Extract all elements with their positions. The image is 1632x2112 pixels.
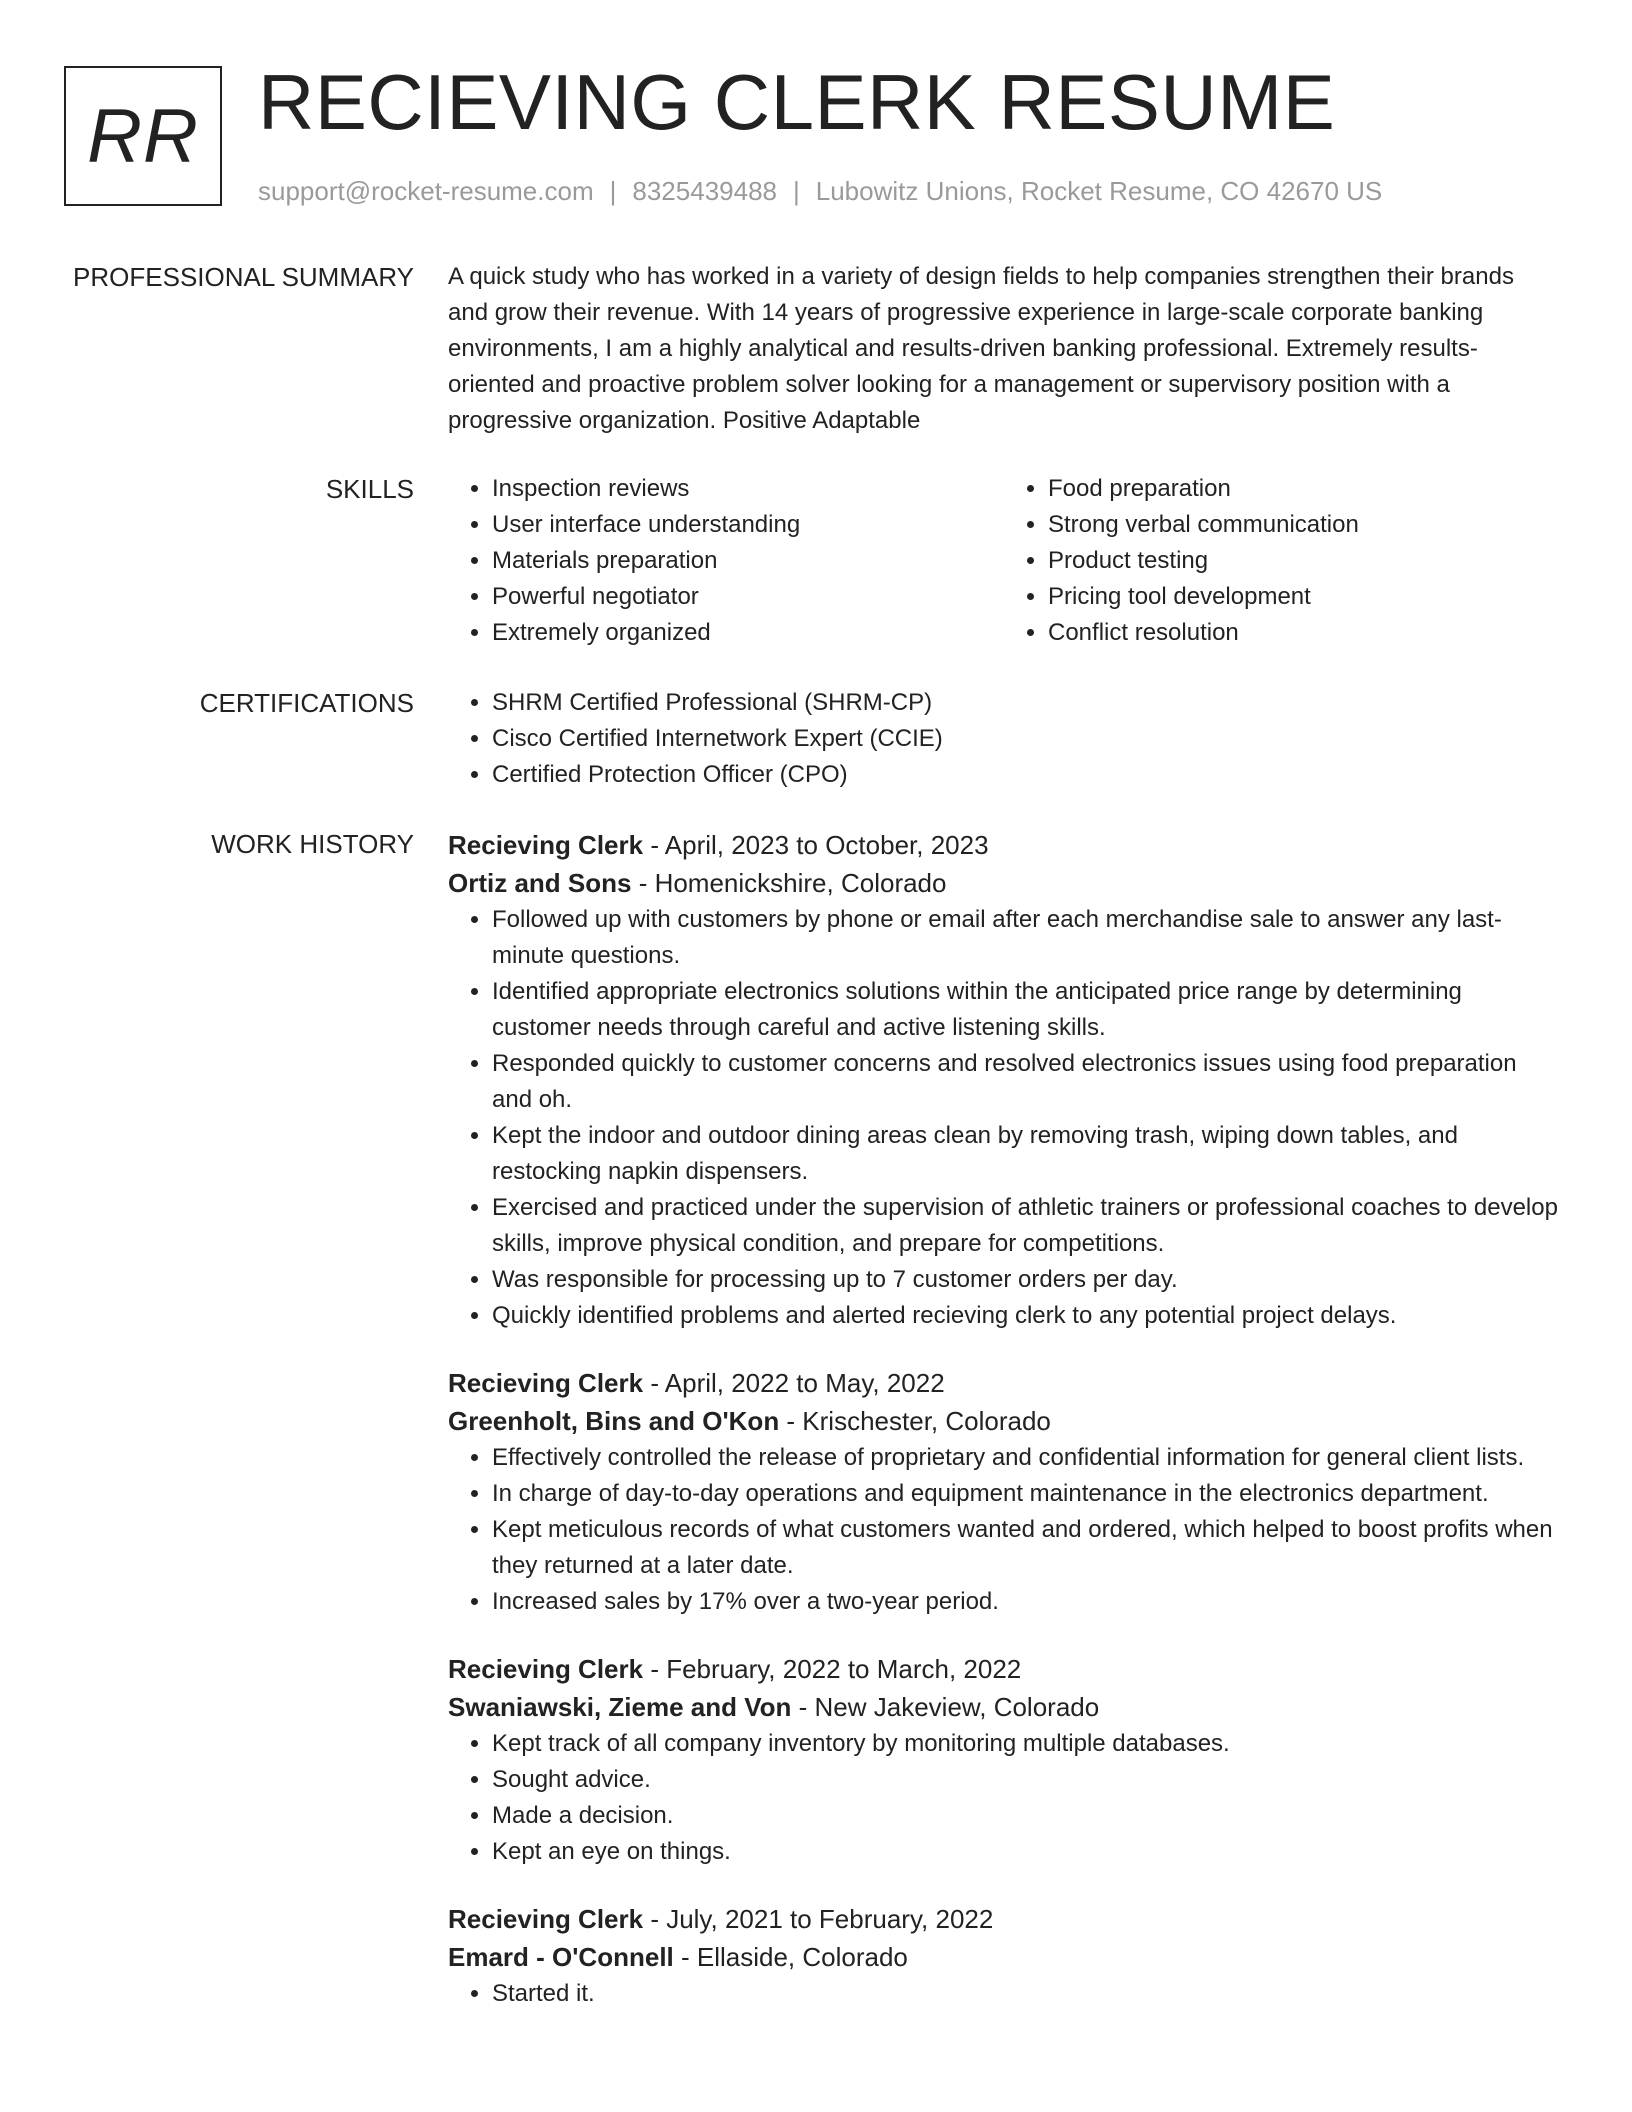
contact-email[interactable]: support@rocket-resume.com — [258, 176, 594, 206]
job-entry — [448, 826, 1560, 1334]
job-duty: • Exercised and practiced under the supervision of athletic trainers or professional coaches to develop skills, improve physical condition, and prepare for competitions. — [492, 1190, 1560, 1262]
job-location: - Homenickshire, Colorado — [631, 868, 947, 898]
job-duties — [448, 902, 1560, 1334]
job-duty: • Was responsible for processing up to 7 customer orders per day. — [492, 1262, 1560, 1298]
skills-list-left — [448, 471, 1004, 651]
job-duty: • Sought advice. — [492, 1762, 1560, 1798]
job-entry — [448, 1900, 1560, 2012]
certifications-heading: CERTIFICATIONS — [199, 688, 414, 718]
skill-item: • Product testing — [1048, 543, 1560, 579]
job-duty: • Kept track of all company inventory by monitoring multiple databases. — [492, 1726, 1560, 1762]
job-duty: • Followed up with customers by phone or email after each merchandise sale to answer any last-minute questions. — [492, 902, 1560, 974]
job-company-line — [448, 1938, 1560, 1976]
contact-address: Lubowitz Unions, Rocket Resume, CO 42670 US — [815, 176, 1383, 206]
work-history-body — [448, 826, 1560, 2012]
job-company: Ortiz and Sons — [448, 868, 632, 898]
job-title: Recieving Clerk — [448, 1904, 644, 1934]
contact-separator: | — [609, 176, 617, 206]
job-title: Recieving Clerk — [448, 830, 644, 860]
job-title-line — [448, 1900, 1560, 1938]
job-company: Emard - O'Connell — [448, 1942, 674, 1972]
certifications-body — [448, 685, 1560, 793]
job-entry — [448, 1364, 1560, 1620]
job-title-line — [448, 1364, 1560, 1402]
job-company-line — [448, 1688, 1560, 1726]
job-entry — [448, 1650, 1560, 1870]
job-duty: • Responded quickly to customer concerns and resolved electronics issues using food preparation and oh. — [492, 1046, 1560, 1118]
job-title: Recieving Clerk — [448, 1368, 644, 1398]
monogram-logo — [64, 66, 222, 206]
skill-item: • Extremely organized — [492, 615, 1004, 651]
certification-item: • SHRM Certified Professional (SHRM-CP) — [492, 685, 1560, 721]
job-duty: • Quickly identified problems and alerted recieving clerk to any potential project delays. — [492, 1298, 1560, 1334]
contact-line — [258, 174, 1382, 208]
contact-phone[interactable]: 8325439488 — [632, 176, 777, 206]
monogram-initials: RR — [87, 93, 199, 179]
contact-separator: | — [793, 176, 800, 206]
skills-list-right — [1004, 471, 1560, 651]
job-title-line — [448, 1650, 1560, 1688]
job-location: - New Jakeview, Colorado — [791, 1692, 1100, 1722]
job-duties — [448, 1440, 1560, 1620]
job-location: - Krischester, Colorado — [779, 1406, 1051, 1436]
skill-item: • Inspection reviews — [492, 471, 1004, 507]
skills-heading: SKILLS — [325, 474, 414, 504]
skill-item: • Strong verbal communication — [1048, 507, 1560, 543]
summary-body — [448, 259, 1560, 439]
resume-title: RECIEVING CLERK RESUME — [258, 58, 1336, 146]
job-company-line — [448, 1402, 1560, 1440]
job-duty: • Kept an eye on things. — [492, 1834, 1560, 1870]
skill-item: • Food preparation — [1048, 471, 1560, 507]
job-title: Recieving Clerk — [448, 1654, 644, 1684]
skill-item: • User interface understanding — [492, 507, 1004, 543]
job-location: - Ellaside, Colorado — [673, 1942, 908, 1972]
job-title-line — [448, 826, 1560, 864]
job-duty: • In charge of day-to-day operations and equipment maintenance in the electronics department. — [492, 1476, 1560, 1512]
job-company-line — [448, 864, 1560, 902]
summary-text: A quick study who has worked in a variety of design fields to help companies strengthen their brands and grow their revenue. With 14 years of progressive experience in large-scale corporate banking environments, I am a highly analytical and results-driven banking professional. Extremely results-oriented and proactive problem solver looking for a management or supervisory position with a progressive organization. Positive Adaptable — [448, 263, 1514, 434]
job-duties — [448, 1976, 1560, 2012]
certification-item: • Cisco Certified Internetwork Expert (CCIE) — [492, 721, 1560, 757]
job-duty: • Kept meticulous records of what customers wanted and ordered, which helped to boost profits when they returned at a later date. — [492, 1512, 1560, 1584]
skill-item: • Conflict resolution — [1048, 615, 1560, 651]
certification-item: • Certified Protection Officer (CPO) — [492, 757, 1560, 793]
skill-item: • Pricing tool development — [1048, 579, 1560, 615]
job-duty: • Made a decision. — [492, 1798, 1560, 1834]
job-duty: • Kept the indoor and outdoor dining areas clean by removing trash, wiping down tables, and restocking napkin dispensers. — [492, 1118, 1560, 1190]
skills-body — [448, 471, 1560, 651]
work-history-heading: WORK HISTORY — [211, 829, 414, 859]
skill-item: • Powerful negotiator — [492, 579, 1004, 615]
job-duty: • Effectively controlled the release of proprietary and confidential information for general client lists. — [492, 1440, 1560, 1476]
job-duties — [448, 1726, 1560, 1870]
job-duty: • Identified appropriate electronics solutions within the anticipated price range by determining customer needs through careful and active listening skills. — [492, 974, 1560, 1046]
summary-heading: PROFESSIONAL SUMMARY — [73, 262, 414, 292]
job-company: Swaniawski, Zieme and Von — [448, 1692, 792, 1722]
job-company: Greenholt, Bins and O'Kon — [448, 1406, 780, 1436]
job-dates: - April, 2023 to October, 2023 — [643, 830, 989, 860]
job-duty: • Started it. — [492, 1976, 1560, 2012]
certifications-list — [448, 685, 1560, 793]
job-dates: - April, 2022 to May, 2022 — [643, 1368, 945, 1398]
job-dates: - February, 2022 to March, 2022 — [643, 1654, 1022, 1684]
skill-item: • Materials preparation — [492, 543, 1004, 579]
job-duty: • Increased sales by 17% over a two-year period. — [492, 1584, 1560, 1620]
job-dates: - July, 2021 to February, 2022 — [643, 1904, 994, 1934]
